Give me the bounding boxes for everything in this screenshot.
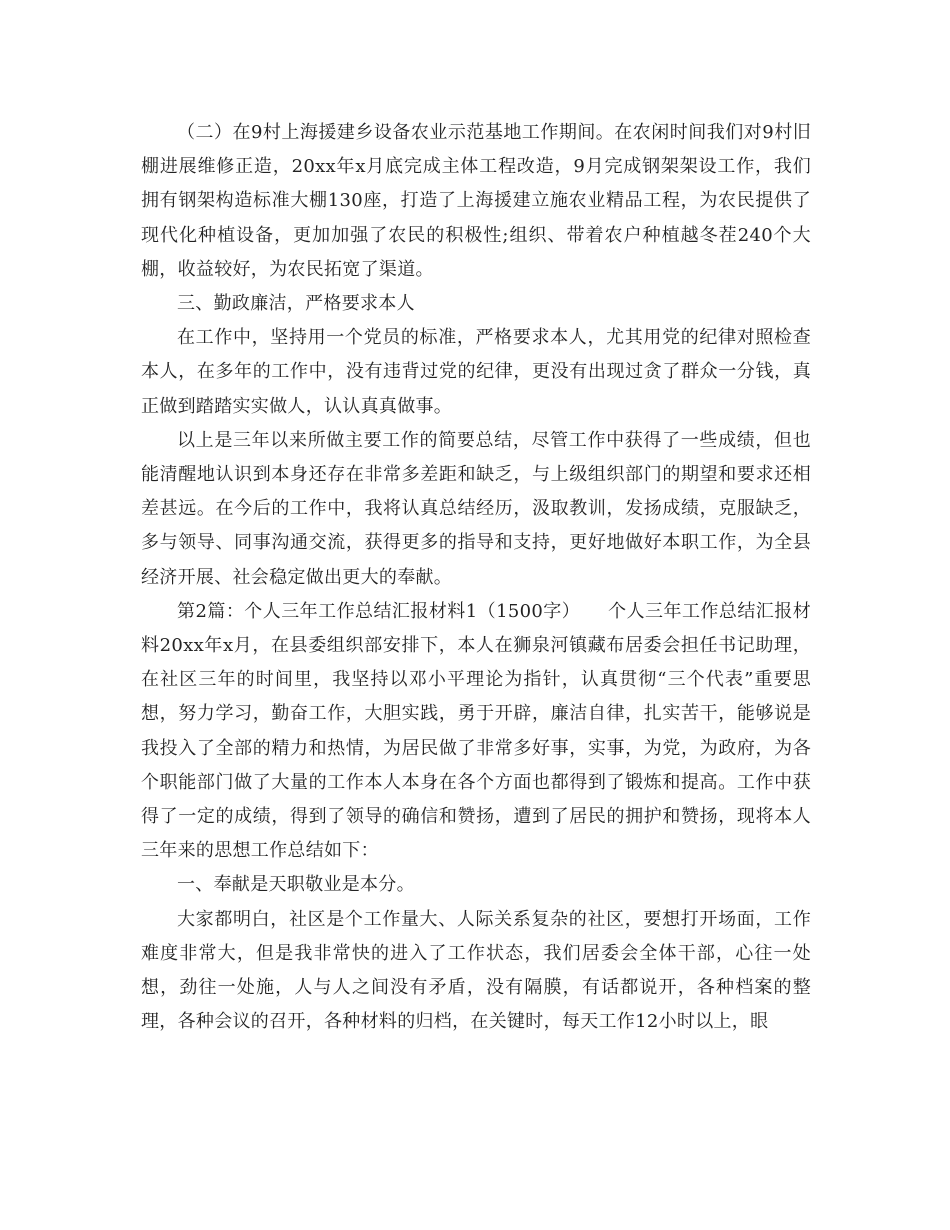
paragraph-article-2-intro: 第2篇：个人三年工作总结汇报材料1（1500字） 个人三年工作总结汇报材料20xx年x月，在县委组织部安排下，本人在狮泉河镇藏布居委会担任书记助理，在社区三年的时间里，我坚持以邓小平理论为指针，认真贯彻“三个代表”重要思想，努力学习，勤奋工作，大胆实践，勇于开辟，廉洁自律，扎实苦干，能够说是我投入了全部的精力和热情，为居民做了非常多好事，实事，为党，为政府，为各个职能部门做了大量的工作本人本身在各个方面也都得到了锻炼和提高。工作中获得了一定的成绩，得到了领导的确信和赞扬，遭到了居民的拥护和赞扬，现将本人三年来的思想工作总结如下：	[141, 600, 811, 862]
section-heading-dedication: 一、奉献是天职敬业是本分。	[177, 874, 415, 896]
paragraph-greenhouse-project: （二）在9村上海援建乡设备农业示范基地工作期间。在农闲时间我们对9村旧棚进展维修正造，20xx年x月底完成主体工程改造，9月完成钢架架设工作，我们拥有钢架构造标准大棚130座，打造了上海援建立施农业精品工程，为农民提供了现代化种植设备，更加加强了农民的积极性;组织、带着农户种植越冬茬240个大棚，收益较好，为农民拓宽了渠道。	[141, 122, 811, 280]
section-heading-integrity: 三、勤政廉洁，严格要求本人	[177, 293, 415, 315]
document-body	[141, 116, 811, 1039]
paragraph-summary-conclusion: 以上是三年以来所做主要工作的简要总结，尽管工作中获得了一些成绩，但也能清醒地认识到本身还存在非常多差距和缺乏，与上级组织部门的期望和要求还相差甚远。在今后的工作中，我将认真总结经历，汲取教训，发扬成绩，克服缺乏，多与领导、同事沟通交流，获得更多的指导和支持，更好地做好本职工作，为全县经济开展、社会稳定做出更大的奉献。	[141, 429, 811, 588]
paragraph-party-discipline: 在工作中，坚持用一个党员的标准，严格要求本人，尤其用党的纪律对照检查本人，在多年的工作中，没有违背过党的纪律，更没有出现过贪了群众一分钱，真正做到踏踏实实做人，认认真真做事。	[141, 327, 811, 417]
paragraph-community-work: 大家都明白，社区是个工作量大、人际关系复杂的社区，要想打开场面，工作难度非常大，但是我非常快的进入了工作状态，我们居委会全体干部，心往一处想，劲往一处施，人与人之间没有矛盾，没有隔膜，有话都说开，各种档案的整理，各种会议的召开，各种材料的归档，在关键时，每天工作12小时以上，眼	[141, 908, 811, 1033]
